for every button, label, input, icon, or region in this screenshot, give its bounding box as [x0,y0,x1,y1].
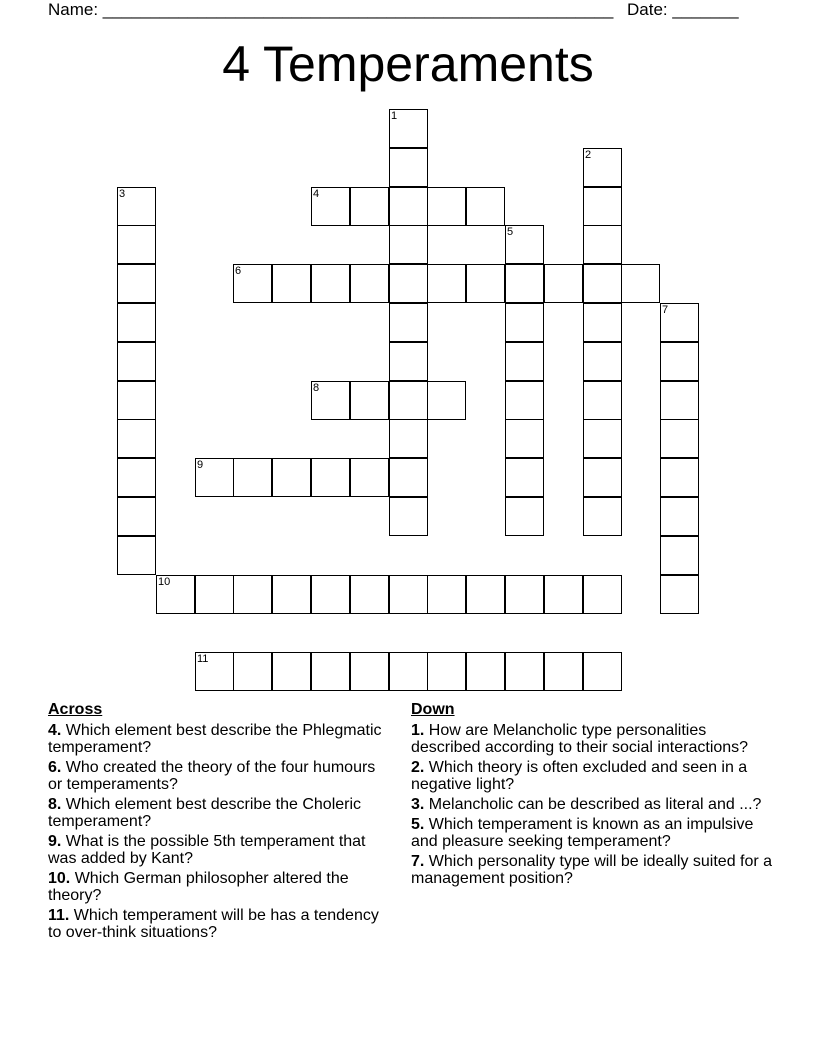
down-clue-list [411,722,776,887]
clue-number-label: 2. [411,759,425,776]
grid-cell[interactable] [505,342,544,381]
grid-cell[interactable] [466,652,505,691]
grid-cell[interactable] [505,419,544,458]
clue-text: What is the possible 5th temperament that was added by Kant? [48,833,366,867]
grid-cell[interactable] [117,497,156,536]
grid-cell[interactable] [660,536,699,575]
grid-cell[interactable] [583,225,622,264]
grid-cell[interactable] [505,497,544,536]
down-heading: Down [411,701,455,718]
across-clue-list [48,722,393,941]
clue-text: How are Melancholic type personalities described according to their social interactions? [411,722,749,756]
name-field-label: Name: ______________________________________________________ [48,0,614,19]
grid-cell[interactable] [117,342,156,381]
clue-text: Which element best describe the Phlegmatic temperament? [48,722,382,756]
grid-cell[interactable] [660,303,699,342]
clue-number: 11 [197,653,209,665]
grid-cell[interactable] [117,225,156,264]
clue-number-label: 5. [411,816,425,833]
grid-cell[interactable] [350,381,389,420]
clue-number-label: 11. [48,907,70,924]
grid-cell[interactable] [389,652,428,691]
clue-text: Which temperament will be has a tendency to over-think situations? [48,907,379,941]
puzzle-title: 4 Temperaments [222,36,594,92]
grid-cell[interactable] [505,381,544,420]
clue-text: Which personality type will be ideally suited for a management position? [411,853,773,887]
grid-cell[interactable] [583,497,622,536]
grid-cell[interactable] [583,575,622,614]
grid-cell[interactable] [389,264,428,303]
across-clues [48,700,393,944]
down-clue [411,722,776,756]
across-clue [48,796,393,830]
grid-cell[interactable] [505,225,544,264]
grid-cell[interactable] [583,187,622,226]
grid-cell[interactable] [583,419,622,458]
grid-cell[interactable] [544,575,583,614]
grid-cell[interactable] [311,652,350,691]
grid-cell[interactable] [466,575,505,614]
grid-cell[interactable] [505,264,544,303]
down-clues [411,700,776,890]
clue-text: Which element best describe the Choleric temperament? [48,796,362,830]
clue-number: 1 [391,110,398,122]
grid-cell[interactable] [389,109,428,148]
down-clue [411,796,776,813]
clue-number-label: 10. [48,870,71,887]
grid-cell[interactable] [544,264,583,303]
grid-cell[interactable] [389,225,428,264]
across-clue [48,722,393,756]
grid-cell[interactable] [350,264,389,303]
grid-cell[interactable] [583,303,622,342]
clue-text: Melancholic can be described as literal and ...? [424,796,762,813]
grid-cell[interactable] [621,264,660,303]
grid-cell[interactable] [195,652,234,691]
grid-cell[interactable] [156,575,195,614]
clue-text: Who created the theory of the four humours or temperaments? [48,759,376,793]
grid-cell[interactable] [117,303,156,342]
grid-cell[interactable] [311,381,350,420]
grid-cell[interactable] [117,187,156,226]
grid-cell[interactable] [583,342,622,381]
grid-cell[interactable] [427,652,466,691]
clue-number: 6 [235,265,242,277]
clue-number: 10 [158,576,171,588]
grid-cell[interactable] [389,303,428,342]
date-field-label: Date: _______ [627,0,739,19]
grid-cell[interactable] [544,652,583,691]
down-clue [411,853,776,887]
grid-cell[interactable] [195,575,234,614]
clue-text: Which German philosopher altered the theory? [48,870,349,904]
down-clue [411,816,776,850]
grid-cell[interactable] [583,148,622,187]
grid-cell[interactable] [660,497,699,536]
clue-number-label: 3. [411,796,425,813]
grid-cell[interactable] [505,575,544,614]
grid-cell[interactable] [311,264,350,303]
grid-cell[interactable] [505,458,544,497]
grid-cell[interactable] [505,652,544,691]
grid-cell[interactable] [233,458,272,497]
across-clue [48,907,393,941]
grid-cell[interactable] [660,381,699,420]
grid-cell[interactable] [350,652,389,691]
grid-cell[interactable] [311,575,350,614]
grid-cell[interactable] [466,187,505,226]
grid-cell[interactable] [660,575,699,614]
grid-cell[interactable] [660,458,699,497]
grid-cell[interactable] [233,575,272,614]
across-clue [48,870,393,904]
grid-cell[interactable] [117,381,156,420]
across-heading: Across [48,701,103,718]
grid-cell[interactable] [117,536,156,575]
grid-cell[interactable] [389,575,428,614]
grid-cell[interactable] [389,187,428,226]
clue-number-label: 9. [48,833,62,850]
grid-cell[interactable] [505,303,544,342]
clue-number: 4 [313,188,320,200]
clue-number-label: 4. [48,722,62,739]
grid-cell[interactable] [583,652,622,691]
grid-cell[interactable] [389,381,428,420]
grid-cell[interactable] [350,187,389,226]
grid-cell[interactable] [117,264,156,303]
grid-cell[interactable] [389,497,428,536]
grid-cell[interactable] [311,458,350,497]
grid-cell[interactable] [233,264,272,303]
clue-number: 3 [119,188,126,200]
grid-cell[interactable] [233,652,272,691]
clue-text: Which theory is often excluded and seen in a negative light? [411,759,748,793]
clue-number-label: 1. [411,722,425,739]
clue-number: 2 [585,149,592,161]
grid-cell[interactable] [427,187,466,226]
grid-cell[interactable] [272,264,311,303]
grid-cell[interactable] [272,458,311,497]
grid-cell[interactable] [350,575,389,614]
grid-cell[interactable] [195,458,234,497]
across-clue [48,759,393,793]
grid-cell[interactable] [583,381,622,420]
clue-number-label: 8. [48,796,62,813]
clue-number: 7 [662,304,669,316]
grid-cell[interactable] [427,381,466,420]
clue-number: 5 [507,226,514,238]
grid-cell[interactable] [427,575,466,614]
grid-cell[interactable] [389,458,428,497]
grid-cell[interactable] [311,187,350,226]
grid-cell[interactable] [389,342,428,381]
clue-number: 9 [197,459,204,471]
grid-cell[interactable] [389,419,428,458]
grid-cell[interactable] [427,264,466,303]
grid-cell[interactable] [117,419,156,458]
grid-cell[interactable] [350,458,389,497]
grid-cell[interactable] [117,458,156,497]
grid-cell[interactable] [272,575,311,614]
grid-cell[interactable] [272,652,311,691]
clue-number: 8 [313,382,320,394]
grid-cell[interactable] [660,342,699,381]
clue-number-label: 7. [411,853,425,870]
grid-cell[interactable] [660,419,699,458]
across-clue [48,833,393,867]
grid-cell[interactable] [466,264,505,303]
down-clue [411,759,776,793]
grid-cell[interactable] [583,458,622,497]
clue-number-label: 6. [48,759,62,776]
grid-cell[interactable] [583,264,622,303]
clue-text: Which temperament is known as an impulsive and pleasure seeking temperament? [411,816,754,850]
grid-cell[interactable] [389,148,428,187]
